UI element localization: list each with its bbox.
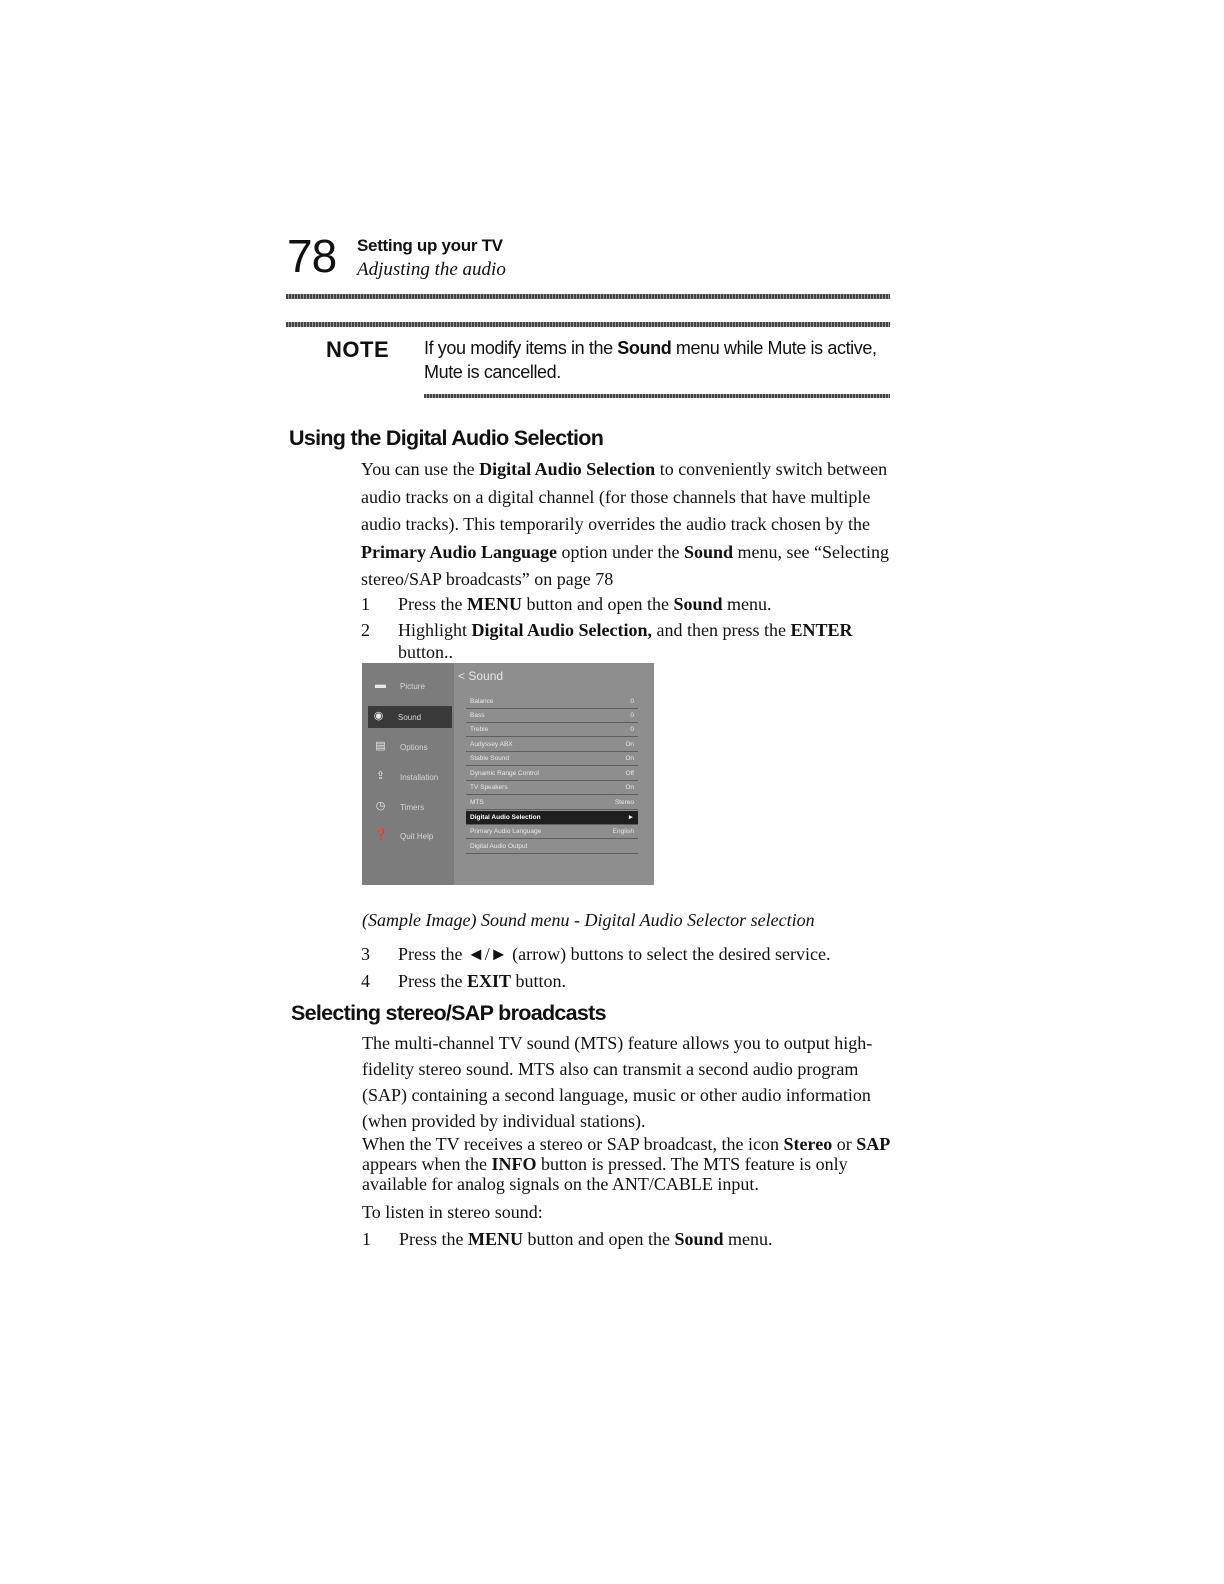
sound-menu-screenshot [362,663,654,885]
sound-icon: ◉ [373,710,384,722]
tv-menu-row: TV Speakers On [466,781,638,795]
timers-icon: ◷ [375,800,386,812]
tv-menu-row: Digital Audio Output [466,840,638,854]
tv-sidebar-item: ❓ Quit Help [374,829,434,841]
tv-menu-sidebar [362,663,454,885]
tv-sidebar-item: ◉ Sound [368,706,452,728]
tv-menu-row: Treble 0 [466,723,638,737]
tv-menu-row: Audyssey ABX On [466,738,638,752]
options-icon: ▤ [375,740,386,752]
note-text: If you modify items in the Sound menu while Mute is active, Mute is cancelled. [424,338,877,382]
header-rule [286,294,890,299]
note-top-rule [286,322,890,327]
step-item: 1 Press the MENU button and open the Sound menu. [361,594,772,614]
step-item: 3 Press the ◄/► (arrow) buttons to select the desired service. [361,944,831,964]
installation-icon: ⇪ [375,770,386,782]
tv-menu-row-highlighted: Digital Audio Selection ► [466,811,638,825]
arrow-right-icon: ► [627,814,634,821]
section-subtitle: Adjusting the audio [357,259,506,280]
tv-sidebar-item: ◷ Timers [375,800,425,812]
step-item: 4 Press the EXIT button. [361,971,567,991]
mts-paragraph: The multi-channel TV sound (MTS) feature allows you to output high-fidelity stereo sound. MTS also can transmit a second audio program (SAP) containing a second language, music or other audio information (when provided by individual stations). [362,1033,873,1131]
stereo-sap-paragraph: When the TV receives a stereo or SAP broadcast, the icon Stereo or SAP appears when the INFO button is pressed. The MTS feature is only available for analog signals on the ANT/CABLE input. [362,1134,891,1194]
section-heading-digital-audio: Using the Digital Audio Selection [289,426,604,450]
tv-menu-row: MTS Stereo [466,796,638,810]
tv-menu-row: Stable Sound On [466,752,638,766]
tv-menu-row: Balance 0 [466,695,638,709]
listen-stereo-paragraph: To listen in stereo sound: [362,1202,543,1222]
step-item: 1 Press the MENU button and open the Sound menu. [362,1229,773,1249]
tv-menu-row: Dynamic Range Control Off [466,767,638,781]
figure-caption: (Sample Image) Sound menu - Digital Audio Selector selection [362,910,815,930]
tv-menu-row: Bass 0 [466,709,638,723]
note-bottom-rule [424,394,890,398]
tv-sidebar-item: ▤ Options [375,740,428,752]
picture-icon: ▬ [375,679,386,691]
help-icon: ❓ [374,829,388,841]
digital-audio-paragraph: You can use the Digital Audio Selection to conveniently switch between audio tracks on a digital channel (for those channels that have multiple audio tracks). This temporarily overrides the audio track chosen by the Primary Audio Language option under the Sound menu, see “Selecting stereo/SAP broadcasts” on page 78 [361,459,889,589]
step-item: 2 Highlight Digital Audio Selection, and then press the ENTER button.. [361,620,853,662]
section-heading-stereo-sap: Selecting stereo/SAP broadcasts [291,1001,606,1025]
tv-menu-row: Primary Audio Language English [466,825,638,839]
tv-menu-title: < Sound [458,669,504,683]
chapter-title: Setting up your TV [357,236,503,255]
note-label: NOTE [326,337,390,362]
page-number: 78 [287,230,337,282]
tv-sidebar-item: ▬ Picture [375,679,425,691]
tv-sidebar-item: ⇪ Installation [375,770,439,782]
